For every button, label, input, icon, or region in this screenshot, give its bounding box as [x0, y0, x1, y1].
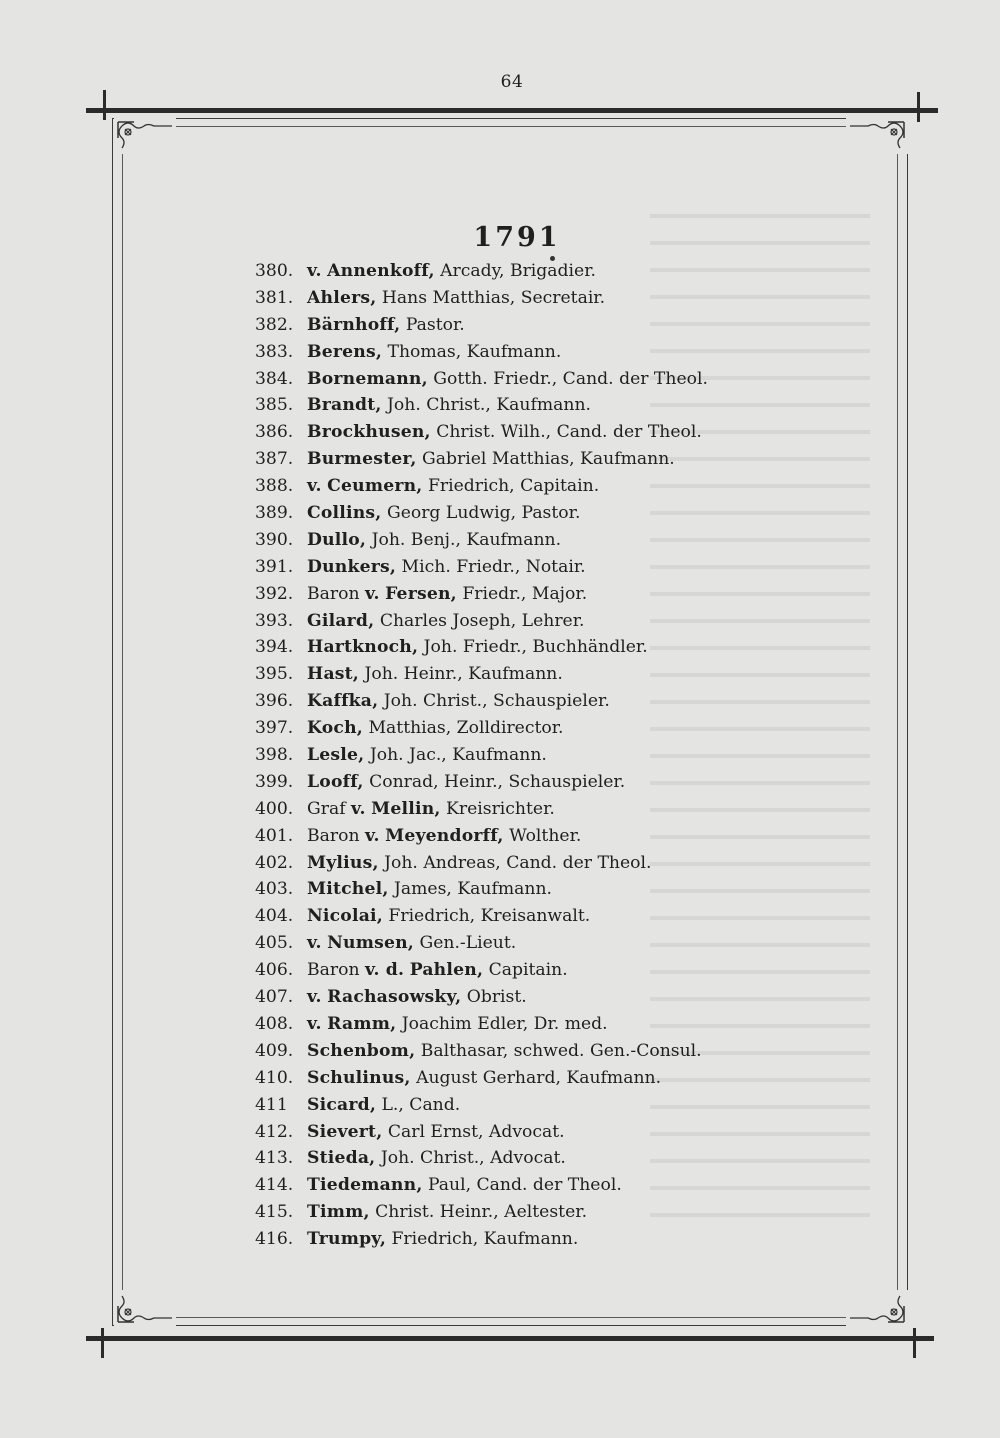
- list-item: [255, 742, 855, 769]
- entry-details: Charles Joseph, Lehrer.: [379, 610, 585, 631]
- list-item: [255, 312, 855, 339]
- list-item: [255, 419, 855, 446]
- entry-number: 391.: [255, 556, 294, 577]
- entry-number: 400.: [255, 798, 294, 819]
- entry-number: 395.: [255, 664, 294, 685]
- corner-ornament-icon: [114, 118, 176, 154]
- list-item: [255, 876, 855, 903]
- entry-number: 396.: [255, 691, 294, 712]
- entry-details: Pastor.: [405, 314, 465, 335]
- entry-surname: Burmester,: [307, 449, 417, 470]
- list-item: [255, 1145, 855, 1172]
- entry-details: Kreisrichter.: [446, 798, 555, 819]
- entry-surname: Dunkers,: [307, 556, 397, 577]
- entry-surname: Mylius,: [307, 852, 379, 873]
- entry-details: Matthias, Zolldirector.: [368, 718, 564, 739]
- entry-surname: Bornemann,: [307, 368, 428, 389]
- entry-details: Christ. Heinr., Aeltester.: [375, 1202, 588, 1223]
- entry-number: 385.: [255, 395, 294, 416]
- list-item: [255, 581, 855, 608]
- entry-title-prefix: Baron: [307, 960, 360, 981]
- list-item: [255, 634, 855, 661]
- entry-title-prefix: Baron: [307, 583, 360, 604]
- entry-number: 399.: [255, 771, 294, 792]
- entry-details: August Gerhard, Kaufmann.: [416, 1067, 662, 1088]
- list-item: [255, 661, 855, 688]
- entry-details: Friedr., Major.: [462, 583, 588, 604]
- entry-details: Wolther.: [509, 825, 582, 846]
- entry-details: Thomas, Kaufmann.: [387, 341, 562, 362]
- entry-surname: Rachasowsky,: [327, 987, 462, 1008]
- entry-number: 381.: [255, 287, 294, 308]
- entry-details: Joh. Christ., Kaufmann.: [387, 395, 591, 416]
- entry-details: James, Kaufmann.: [393, 879, 553, 900]
- entry-details: Friedrich, Kreisanwalt.: [388, 906, 591, 927]
- entry-details: Gabriel Matthias, Kaufmann.: [422, 449, 675, 470]
- entry-particle: v.: [307, 1013, 322, 1034]
- corner-ornament-icon: [114, 1290, 176, 1326]
- list-item: [255, 473, 855, 500]
- list-item: [255, 850, 855, 877]
- entry-number: 390.: [255, 529, 294, 550]
- list-item: [255, 258, 855, 285]
- entry-number: 411: [255, 1094, 288, 1115]
- entry-number: 388.: [255, 476, 294, 497]
- entry-details: Gotth. Friedr., Cand. der Theol.: [433, 368, 708, 389]
- entry-number: 397.: [255, 718, 294, 739]
- list-item: [255, 339, 855, 366]
- entry-number: 393.: [255, 610, 294, 631]
- entry-surname: Tiedemann,: [307, 1175, 423, 1196]
- entry-details: Balthasar, schwed. Gen.-Consul.: [420, 1040, 702, 1061]
- entry-number: 414.: [255, 1175, 294, 1196]
- entry-title-prefix: Graf: [307, 798, 346, 819]
- entry-surname: Kaffka,: [307, 691, 379, 712]
- entry-number: 405.: [255, 933, 294, 954]
- entry-surname: Brandt,: [307, 395, 382, 416]
- entry-details: Joh. Christ., Schauspieler.: [383, 691, 610, 712]
- corner-ornament-icon: [846, 1290, 908, 1326]
- entry-details: Joh. Heinr., Kaufmann.: [364, 664, 563, 685]
- entry-surname: Ahlers,: [307, 287, 377, 308]
- entry-number: 413.: [255, 1148, 294, 1169]
- list-item: [255, 285, 855, 312]
- entry-details: Gen.-Lieut.: [419, 933, 517, 954]
- list-item: [255, 608, 855, 635]
- entry-surname: Lesle,: [307, 745, 365, 766]
- list-item: [255, 500, 855, 527]
- list-item: [255, 823, 855, 850]
- entry-surname: Looff,: [307, 771, 364, 792]
- entry-number: 389.: [255, 503, 294, 524]
- entry-surname: Schenbom,: [307, 1040, 416, 1061]
- entry-number: 404.: [255, 906, 294, 927]
- rule-tick: [913, 1328, 916, 1358]
- entry-number: 402.: [255, 852, 294, 873]
- entry-surname: Nicolai,: [307, 906, 383, 927]
- list-item: [255, 957, 855, 984]
- entry-number: 403.: [255, 879, 294, 900]
- entry-number: 382.: [255, 314, 294, 335]
- entry-surname: Numsen,: [327, 933, 414, 954]
- entry-number: 383.: [255, 341, 294, 362]
- list-item: [255, 796, 855, 823]
- entry-number: 401.: [255, 825, 294, 846]
- entry-details: Georg Ludwig, Pastor.: [386, 503, 581, 524]
- list-item: [255, 1119, 855, 1146]
- entry-surname: Mitchel,: [307, 879, 389, 900]
- entry-surname: Brockhusen,: [307, 422, 431, 443]
- list-item: [255, 715, 855, 742]
- entry-number: 407.: [255, 987, 294, 1008]
- entry-number: 380.: [255, 261, 294, 281]
- entry-surname: Timm,: [307, 1202, 370, 1223]
- list-item: [255, 1011, 855, 1038]
- entry-details: Arcady, Brigadier.: [440, 261, 597, 281]
- entry-particle: v.: [307, 933, 322, 954]
- entry-particle: v.: [364, 825, 380, 846]
- entry-number: 392.: [255, 583, 294, 604]
- member-list: [255, 258, 855, 1253]
- list-item: [255, 930, 855, 957]
- list-item: [255, 1172, 855, 1199]
- entry-surname: Trumpy,: [307, 1229, 387, 1250]
- entry-details: Christ. Wilh., Cand. der Theol.: [436, 422, 702, 443]
- entry-surname: Stieda,: [307, 1148, 376, 1169]
- entry-surname: Schulinus,: [307, 1067, 411, 1088]
- entry-surname: Mellin,: [371, 798, 441, 819]
- entry-details: Joachim Edler, Dr. med.: [401, 1013, 608, 1034]
- list-item: [255, 769, 855, 796]
- entry-details: Hans Matthias, Secretair.: [381, 287, 606, 308]
- list-item: [255, 1038, 855, 1065]
- entry-details: Friedrich, Kaufmann.: [391, 1229, 579, 1250]
- list-item: [255, 984, 855, 1011]
- page-number: 64: [500, 72, 524, 92]
- entry-details: Friedrich, Capitain.: [427, 476, 600, 497]
- entry-surname: Berens,: [307, 341, 383, 362]
- entry-details: Conrad, Heinr., Schauspieler.: [369, 771, 626, 792]
- list-item: [255, 903, 855, 930]
- rule-tick: [917, 92, 920, 122]
- entry-number: 410.: [255, 1067, 294, 1088]
- entry-number: 415.: [255, 1202, 294, 1223]
- bottom-rule: [86, 1336, 934, 1341]
- entry-number: 408.: [255, 1013, 294, 1034]
- year-heading: 1791: [473, 222, 561, 253]
- entry-details: Joh. Christ., Advocat.: [380, 1148, 566, 1169]
- entry-surname: Dullo,: [307, 529, 367, 550]
- entry-number: 387.: [255, 449, 294, 470]
- entry-title-prefix: Baron: [307, 825, 360, 846]
- entry-particle: v.: [307, 476, 322, 497]
- entry-number: 416.: [255, 1229, 294, 1250]
- entry-details: Carl Ernst, Advocat.: [387, 1121, 565, 1142]
- entry-number: 394.: [255, 637, 294, 658]
- entry-surname: Pahlen,: [409, 960, 484, 981]
- list-item: [255, 554, 855, 581]
- entry-details: L., Cand.: [381, 1094, 461, 1115]
- entry-surname: Gilard,: [307, 610, 375, 631]
- entry-details: Joh. Jac., Kaufmann.: [369, 745, 547, 766]
- list-item: [255, 392, 855, 419]
- entry-surname: Koch,: [307, 718, 363, 739]
- entry-details: Obrist.: [466, 987, 527, 1008]
- entry-surname: Annenkoff,: [327, 261, 435, 281]
- entry-surname: Ceumern,: [327, 476, 423, 497]
- entry-particle: v.: [307, 261, 322, 281]
- entry-surname: Ramm,: [327, 1013, 397, 1034]
- entry-details: Paul, Cand. der Theol.: [427, 1175, 622, 1196]
- entry-surname: Collins,: [307, 503, 382, 524]
- entry-details: Joh. Andreas, Cand. der Theol.: [384, 852, 652, 873]
- entry-particle: v.: [351, 798, 366, 819]
- list-item: [255, 446, 855, 473]
- list-item: [255, 527, 855, 554]
- entry-details: Mich. Friedr., Notair.: [401, 556, 586, 577]
- entry-surname: Hartknoch,: [307, 637, 419, 658]
- entry-number: 406.: [255, 960, 294, 981]
- list-item: [255, 1226, 855, 1253]
- entry-number: 412.: [255, 1121, 294, 1142]
- entry-number: 386.: [255, 422, 294, 443]
- entry-surname: Sicard,: [307, 1094, 377, 1115]
- rule-tick: [101, 1328, 104, 1358]
- entry-details: Joh. Benj., Kaufmann.: [371, 529, 562, 550]
- list-item: [255, 1065, 855, 1092]
- entry-details: Capitain.: [488, 960, 568, 981]
- list-item: [255, 1092, 855, 1119]
- entry-number: 409.: [255, 1040, 294, 1061]
- entry-surname: Fersen,: [385, 583, 457, 604]
- entry-number: 398.: [255, 745, 294, 766]
- entry-particle: v.: [307, 987, 322, 1008]
- entry-surname: Meyendorff,: [385, 825, 504, 846]
- entry-surname: Hast,: [307, 664, 359, 685]
- rule-tick: [103, 90, 106, 120]
- list-item: [255, 366, 855, 393]
- entry-particle: v. d.: [364, 960, 405, 981]
- top-rule: [86, 108, 938, 113]
- entry-number: 384.: [255, 368, 294, 389]
- entry-surname: Bärnhoff,: [307, 314, 401, 335]
- entry-surname: Sievert,: [307, 1121, 383, 1142]
- entry-details: Joh. Friedr., Buchhändler.: [423, 637, 648, 658]
- entry-particle: v.: [364, 583, 380, 604]
- list-item: [255, 688, 855, 715]
- list-item: [255, 1199, 855, 1226]
- corner-ornament-icon: [846, 118, 908, 154]
